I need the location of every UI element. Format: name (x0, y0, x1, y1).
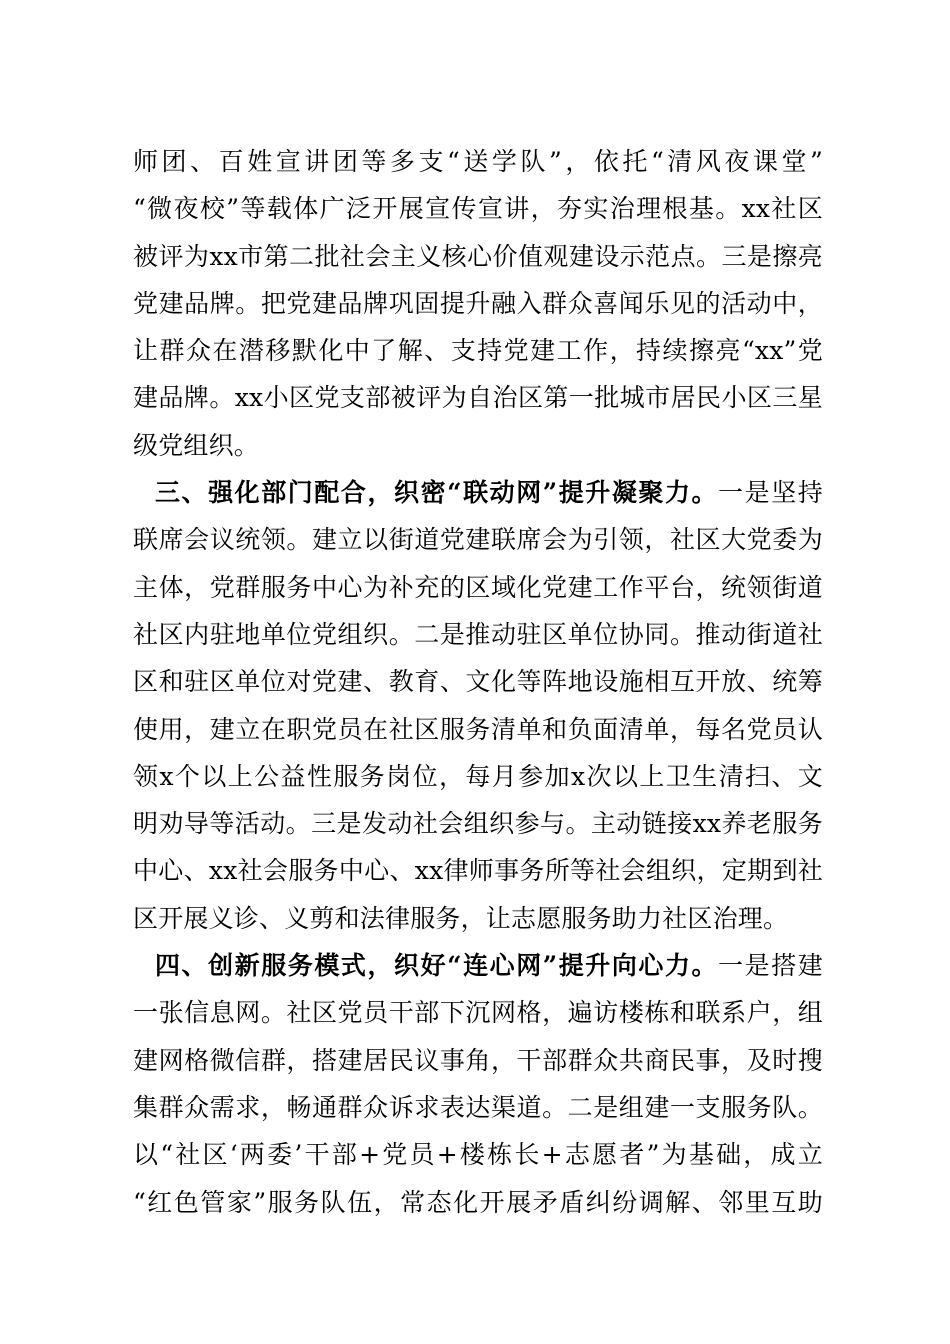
body-text (133, 138, 823, 1226)
section-4-heading: 四、创新服务模式，织好“连心网”提升向心力。 (155, 951, 719, 981)
text-line: 建网格微信群，搭建居民议事角，干部群众共商民事，及时搜 (133, 1045, 823, 1075)
text-line: “微夜校”等载体广泛开展宣传宣讲，夯实治理根基。xx社区 (133, 194, 823, 224)
text-line: 社区内驻地单位党组织。二是推动驻区单位协同。推动街道社 (133, 619, 823, 649)
section-3-heading: 三、强化部门配合，织密“联动网”提升凝聚力。 (155, 478, 719, 508)
section-4-first-line-rest: 一是搭建 (718, 951, 823, 981)
text-line: 领x个以上公益性服务岗位，每月参加x次以上卫生清扫、文 (133, 761, 823, 791)
section-4-first-line (133, 942, 823, 989)
text-line: 建品牌。xx小区党支部被评为自治区第一批城市居民小区三星 (133, 383, 823, 413)
text-line: 区开展义诊、义剪和法律服务，让志愿服务助力社区治理。 (133, 903, 789, 933)
text-line: 集群众需求，畅通群众诉求表达渠道。二是组建一支服务队。 (133, 1092, 823, 1122)
text-line: 中心、xx社会服务中心、xx律师事务所等社会组织，定期到社 (133, 856, 823, 886)
text-line: 让群众在潜移默化中了解、支持党建工作，持续擦亮“xx”党 (133, 336, 823, 366)
section-3-first-line (133, 469, 823, 516)
section-3-first-line-rest: 一是坚持 (718, 478, 823, 508)
text-line: 区和驻区单位对党建、教育、文化等阵地设施相互开放、统筹 (133, 667, 823, 697)
text-line: 级党组织。 (133, 430, 260, 460)
text-line: 以“社区‘两委’干部+党员+楼栋长+志愿者”为基础，成立 (133, 1140, 823, 1170)
text-line: 主体，党群服务中心为补充的区域化党建工作平台，统领街道 (133, 572, 823, 602)
text-line: 被评为xx市第二批社会主义核心价值观建设示范点。三是擦亮 (133, 241, 823, 271)
text-line: 一张信息网。社区党员干部下沉网格，遍访楼栋和联系户，组 (133, 998, 823, 1028)
text-line: 联席会议统领。建立以街道党建联席会为引领，社区大党委为 (133, 525, 823, 555)
text-line: 党建品牌。把党建品牌巩固提升融入群众喜闻乐见的活动中， (133, 288, 823, 318)
text-line: “红色管家”服务队伍，常态化开展矛盾纠纷调解、邻里互助 (133, 1187, 823, 1217)
text-line: 使用，建立在职党员在社区服务清单和负面清单，每名党员认 (133, 714, 823, 744)
text-line: 师团、百姓宣讲团等多支“送学队”，依托“清风夜课堂” (133, 147, 823, 176)
text-line: 明劝导等活动。三是发动社会组织参与。主动链接xx养老服务 (133, 809, 823, 839)
